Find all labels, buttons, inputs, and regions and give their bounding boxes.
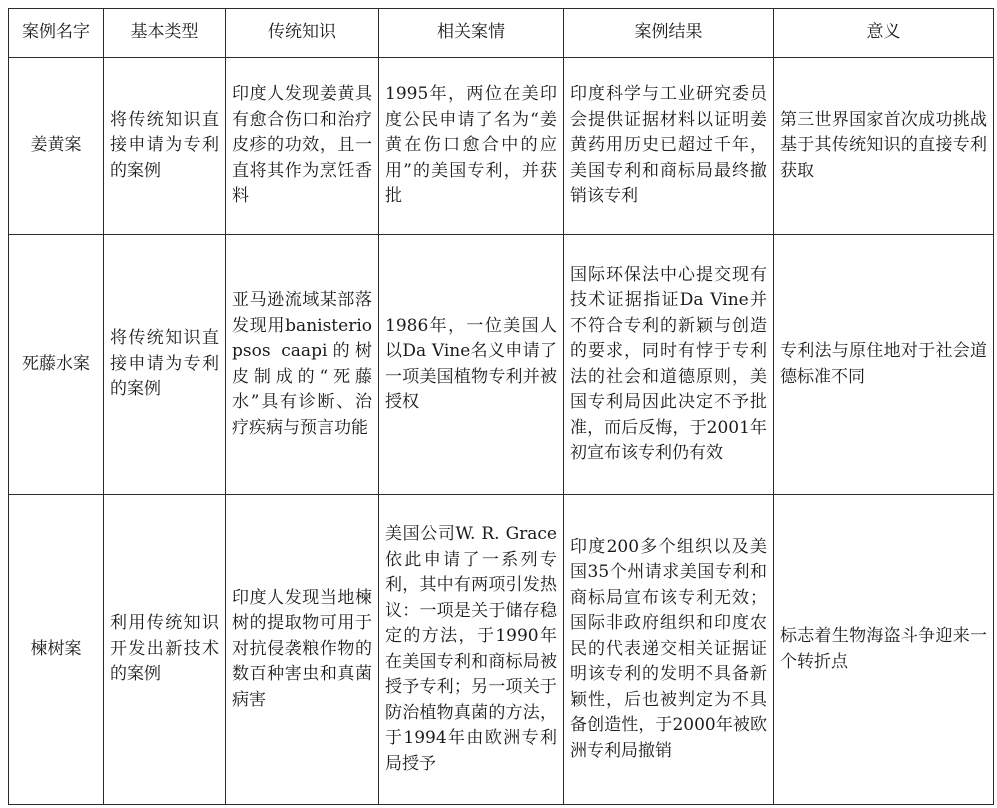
- case-result-cell: 印度科学与工业研究委员会提供证据材料以证明姜黄药用历史已超过千年，美国专利和商标局最终撤销该专利: [564, 58, 774, 235]
- case-knowledge-cell: 亚马逊流域某部落发现用banisteriopsos caapi的树皮制成的“死藤水”具有诊断、治疗疾病与预言功能: [226, 235, 379, 495]
- case-name-cell: 姜黄案: [9, 58, 104, 235]
- case-name-cell: 楝树案: [9, 495, 104, 805]
- case-facts-cell: 美国公司W. R. Grace依此申请了一系列专利，其中有两项引发热议：一项是关于储存稳定的方法，于1990年在美国专利和商标局被授予专利；另一项关于防治植物真菌的方法，于1994年由欧洲专利局授予: [379, 495, 564, 805]
- table-row: [9, 235, 994, 495]
- patent-cases-table: [8, 8, 994, 805]
- table-row: [9, 495, 994, 805]
- case-name-cell: 死藤水案: [9, 235, 104, 495]
- header-significance: 意义: [774, 9, 994, 58]
- table-header-row: [9, 9, 994, 58]
- table-row: [9, 58, 994, 235]
- case-significance-cell: 第三世界国家首次成功挑战基于其传统知识的直接专利获取: [774, 58, 994, 235]
- case-result-cell: 国际环保法中心提交现有技术证据指证Da Vine并不符合专利的新颖与创造的要求，同时有悖于专利法的社会和道德原则，美国专利局因此决定不予批准，而后反悔，于2001年初宣布该专利仍有效: [564, 235, 774, 495]
- header-case-name: 案例名字: [9, 9, 104, 58]
- header-case-result: 案例结果: [564, 9, 774, 58]
- case-knowledge-cell: 印度人发现当地楝树的提取物可用于对抗侵袭粮作物的数百种害虫和真菌病害: [226, 495, 379, 805]
- case-type-cell: 利用传统知识开发出新技术的案例: [104, 495, 226, 805]
- case-significance-cell: 标志着生物海盗斗争迎来一个转折点: [774, 495, 994, 805]
- case-type-cell: 将传统知识直接申请为专利的案例: [104, 235, 226, 495]
- case-result-cell: 印度200多个组织以及美国35个州请求美国专利和商标局宣布该专利无效；国际非政府组织和印度农民的代表递交相关证据证明该专利的发明不具备新颖性，后也被判定为不具备创造性，于2000年被欧洲专利局撤销: [564, 495, 774, 805]
- case-facts-cell: 1995年，两位在美印度公民申请了名为“姜黄在伤口愈合中的应用”的美国专利，并获批: [379, 58, 564, 235]
- case-facts-cell: 1986年，一位美国人以Da Vine名义申请了一项美国植物专利并被授权: [379, 235, 564, 495]
- case-knowledge-cell: 印度人发现姜黄具有愈合伤口和治疗皮疹的功效，且一直将其作为烹饪香料: [226, 58, 379, 235]
- case-type-cell: 将传统知识直接申请为专利的案例: [104, 58, 226, 235]
- case-significance-cell: 专利法与原住地对于社会道德标准不同: [774, 235, 994, 495]
- header-traditional-knowledge: 传统知识: [226, 9, 379, 58]
- header-related-facts: 相关案情: [379, 9, 564, 58]
- header-basic-type: 基本类型: [104, 9, 226, 58]
